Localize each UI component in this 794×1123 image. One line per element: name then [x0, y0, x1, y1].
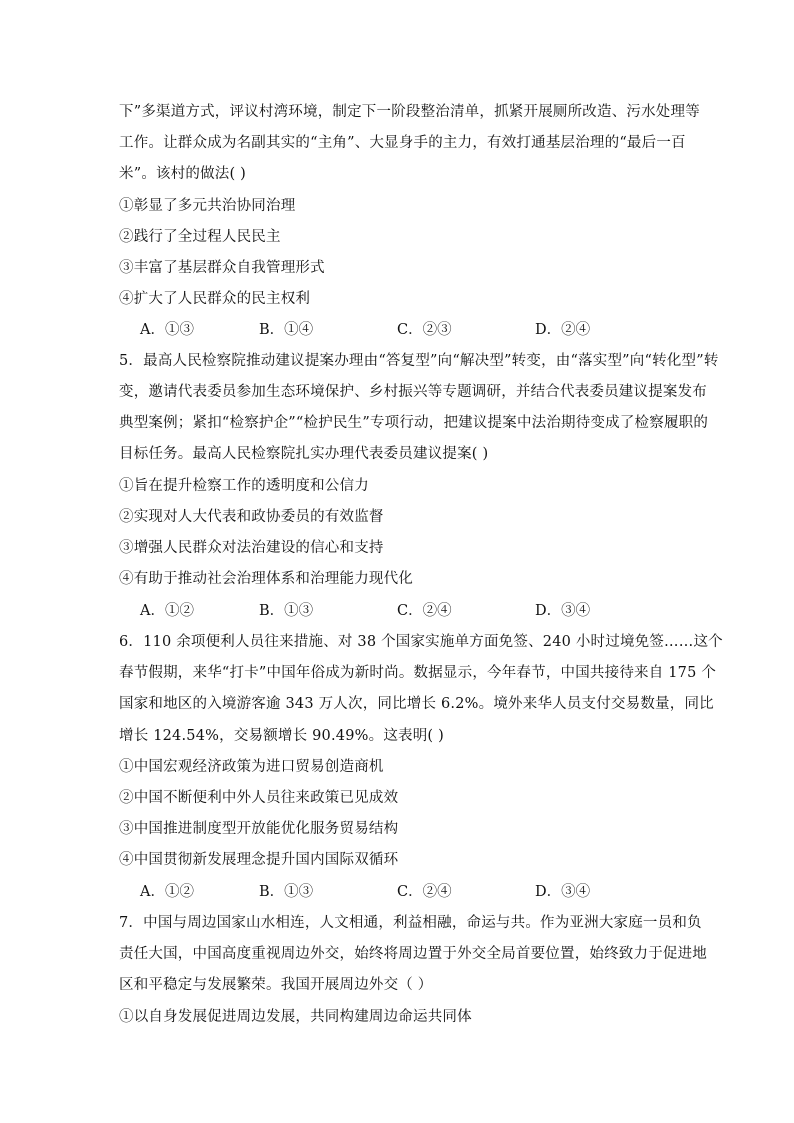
q6-item-4: ④中国贯彻新发展理念提升国内国际双循环	[119, 852, 399, 868]
q5-item-3: ③增强人民群众对法治建设的信心和支持	[119, 540, 384, 556]
q4-option-a: A．①③	[140, 322, 194, 338]
q5-option-b: B．①③	[259, 603, 314, 619]
q4-option-b: B．①④	[259, 322, 314, 338]
q5-option-c: C．②④	[397, 603, 452, 619]
q5-item-1: ①旨在提升检察工作的透明度和公信力	[119, 478, 369, 494]
q7-stem-line-1: 7．中国与周边国家山水相连，人文相通，利益相融，命运与共。作为亚洲大家庭一员和负	[119, 915, 702, 931]
q4-item-4: ④扩大了人民群众的民主权利	[119, 291, 311, 307]
q4-stem-line-2: 工作。让群众成为名副其实的“主角”、大显身手的主力，有效打通基层治理的“最后一百	[119, 135, 686, 151]
q6-stem-line-3: 国家和地区的入境游客逾 343 万人次，同比增长 6.2%。境外来华人员支付交易数量，同比	[119, 696, 714, 712]
q6-option-c: C．②④	[397, 884, 452, 900]
q6-options	[140, 882, 660, 902]
q5-stem-line-1: 5．最高人民检察院推动建议提案办理由“答复型”向“解决型”转变，由“落实型”向“转化型”转	[119, 353, 719, 369]
q7-stem-line-3: 区和平稳定与发展繁荣。我国开展周边外交（ ）	[119, 977, 433, 993]
q6-option-b: B．①③	[259, 884, 314, 900]
q5-option-d: D．③④	[535, 603, 591, 619]
q4-stem-line-1: 下”多渠道方式，评议村湾环境，制定下一阶段整治清单，抓紧开展厕所改造、污水处理等	[119, 104, 700, 120]
q7-item-1: ①以自身发展促进周边发展，共同构建周边命运共同体	[119, 1009, 472, 1025]
q5-item-2: ②实现对人大代表和政协委员的有效监督	[119, 509, 384, 525]
q4-options	[140, 320, 660, 340]
q5-stem-line-2: 变，邀请代表委员参加生态环境保护、乡村振兴等专题调研，并结合代表委员建议提案发布	[119, 384, 707, 400]
q5-item-4: ④有助于推动社会治理体系和治理能力现代化	[119, 571, 413, 587]
q7-stem-line-2: 责任大国，中国高度重视周边外交，始终将周边置于外交全局首要位置，始终致力于促进地	[119, 946, 707, 962]
q4-item-2: ②践行了全过程人民民主	[119, 229, 281, 245]
q6-stem-line-4: 增长 124.54%，交易额增长 90.49%。这表明( )	[119, 728, 444, 744]
q4-item-1: ①彰显了多元共治协同治理	[119, 198, 296, 214]
q6-item-2: ②中国不断便利中外人员往来政策已见成效	[119, 790, 399, 806]
q6-option-a: A．①②	[140, 884, 194, 900]
q5-stem-line-4: 目标任务。最高人民检察院扎实办理代表委员建议提案( )	[119, 446, 489, 462]
q5-options	[140, 601, 660, 621]
q4-item-3: ③丰富了基层群众自我管理形式	[119, 260, 325, 276]
q6-stem-line-2: 春节假期，来华“打卡”中国年俗成为新时尚。数据显示，今年春节，中国共接待来自 175 个	[119, 665, 717, 681]
q4-option-c: C．②③	[397, 322, 452, 338]
q4-option-d: D．②④	[535, 322, 591, 338]
q6-item-3: ③中国推进制度型开放能优化服务贸易结构	[119, 821, 399, 837]
q6-item-1: ①中国宏观经济政策为进口贸易创造商机	[119, 759, 384, 775]
q5-option-a: A．①②	[140, 603, 194, 619]
q4-stem-line-3: 米”。该村的做法( )	[119, 166, 247, 182]
q6-option-d: D．③④	[535, 884, 591, 900]
q6-stem-line-1: 6．110 余项便利人员往来措施、对 38 个国家实施单方面免签、240 小时过境免签……这个	[119, 634, 723, 650]
q5-stem-line-3: 典型案例；紧扣“检察护企”“检护民生”专项行动，把建议提案中法治期待变成了检察履职的	[119, 415, 709, 431]
